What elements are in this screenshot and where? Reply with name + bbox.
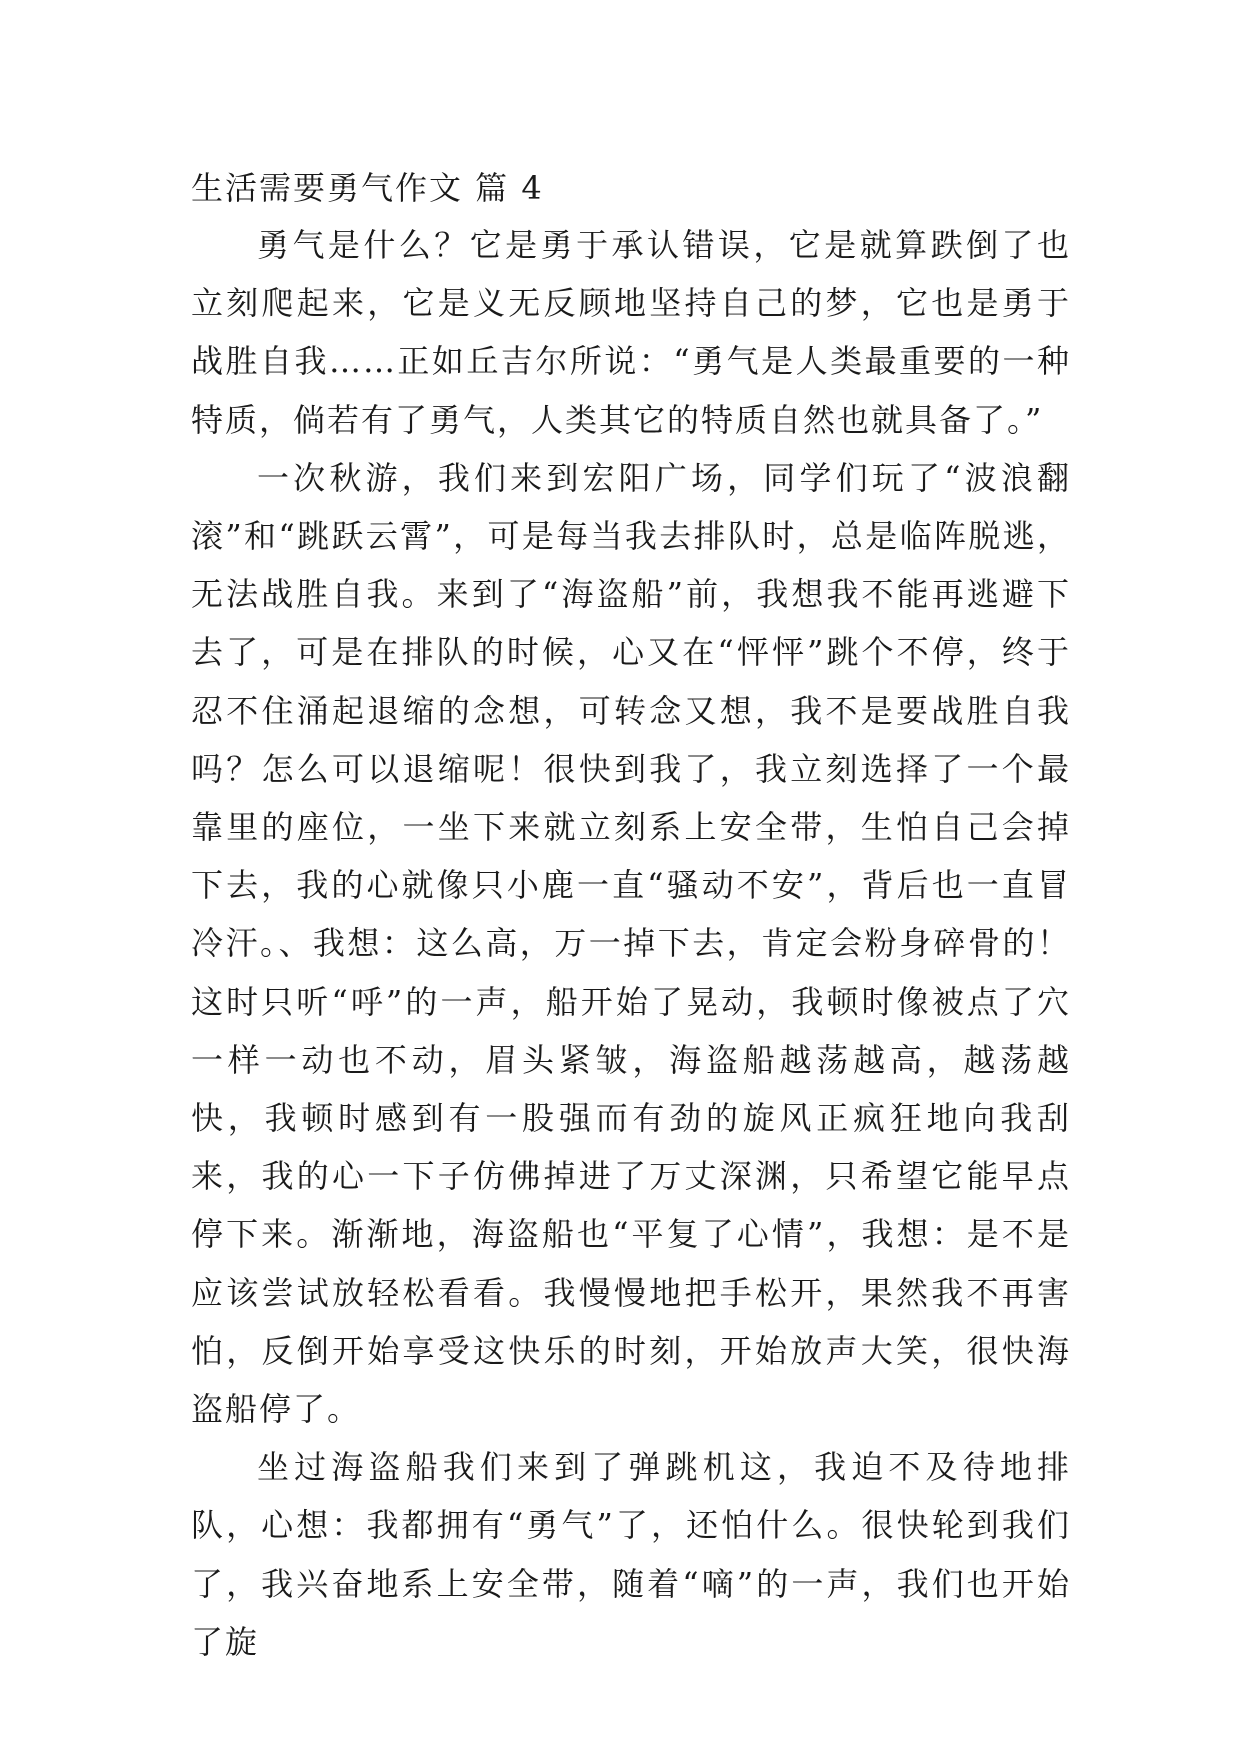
essay-body <box>191 160 1071 1671</box>
essay-title: 生活需要勇气作文 篇 4 <box>191 169 544 207</box>
essay-paragraph: 坐过海盗船我们来到了弹跳机这，我迫不及待地排队，心想：我都拥有“勇气”了，还怕什么。很快轮到我们了，我兴奋地系上安全带，随着“嘀”的一声，我们也开始了旋 <box>191 1448 1071 1661</box>
essay-paragraph: 勇气是什么？它是勇于承认错误，它是就算跌倒了也立刻爬起来，它是义无反顾地坚持自己的梦，它也是勇于战胜自我……正如丘吉尔所说：“勇气是人类最重要的一种特质，倘若有了勇气，人类其它的特质自然也就具备了。” <box>191 226 1071 439</box>
essay-paragraph: 一次秋游，我们来到宏阳广场，同学们玩了“波浪翻滚”和“跳跃云霄”，可是每当我去排队时，总是临阵脱逃，无法战胜自我。来到了“海盗船”前，我想我不能再逃避下去了，可是在排队的时候，心又在“怦怦”跳个不停，终于忍不住涌起退缩的念想，可转念又想，我不是要战胜自我吗？怎么可以退缩呢！很快到我了，我立刻选择了一个最靠里的座位，一坐下来就立刻系上安全带，生怕自己会掉下去，我的心就像只小鹿一直“骚动不安”，背后也一直冒冷汗。、我想：这么高，万一掉下去，肯定会粉身碎骨的！这时只听“呼”的一声，船开始了晃动，我顿时像被点了穴一样一动也不动，眉头紧皱，海盗船越荡越高，越荡越快，我顿时感到有一股强而有劲的旋风正疯狂地向我刮来，我的心一下子仿佛掉进了万丈深渊，只希望它能早点停下来。渐渐地，海盗船也“平复了心情”，我想：是不是应该尝试放轻松看看。我慢慢地把手松开，果然我不再害怕，反倒开始享受这快乐的时刻，开始放声大笑，很快海盗船停了。 <box>191 458 1071 1429</box>
